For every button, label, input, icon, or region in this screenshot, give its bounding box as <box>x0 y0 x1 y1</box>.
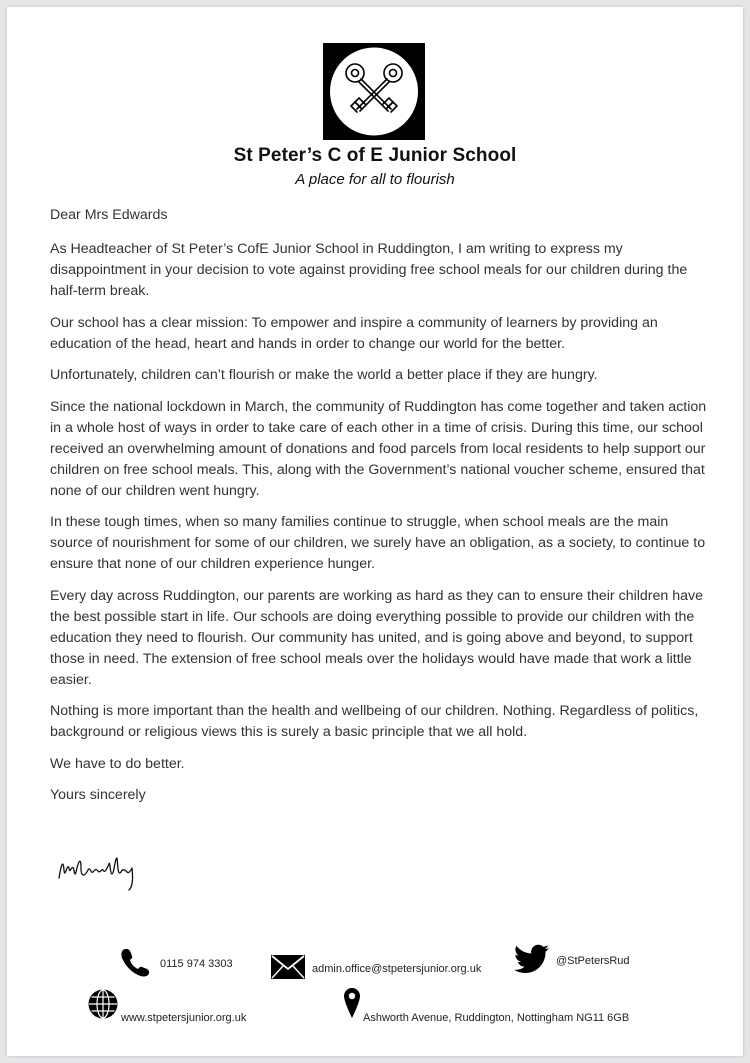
globe-icon <box>87 988 119 1023</box>
contact-address[interactable] <box>343 987 629 1022</box>
contact-twitter[interactable] <box>514 944 630 977</box>
closing: Yours sincerely <box>50 787 146 803</box>
paragraph: We have to do better. <box>50 755 185 772</box>
school-motto: A place for all to flourish <box>295 171 455 188</box>
contact-phone[interactable] <box>120 947 233 980</box>
paragraph: Nothing is more important than the health and wellbeing of our children. Nothing. Regardless of politics, background or religious views this is surely a basic principle that we all hold. <box>50 703 699 740</box>
contact-website[interactable] <box>87 988 246 1023</box>
school-name: St Peter’s C of E Junior School <box>233 145 517 166</box>
letter-body <box>50 205 710 817</box>
envelope-icon <box>270 954 306 983</box>
paragraph: In these tough times, when so many families continue to struggle, when school meals are the main source of nourishment for some of our children, we surely have an obligation, as a society, to continue to ensure that none of our children experience hunger. <box>50 514 706 572</box>
paragraph: Unfortunately, children can’t flourish or make the world a better place if they are hungry. <box>50 367 598 383</box>
phone-number: 0115 974 3303 <box>160 957 233 970</box>
map-pin-icon <box>343 987 361 1022</box>
paragraph: Every day across Ruddington, our parents are working as hard as they can to ensure their children have the best possible start in life. Our schools are doing everything possible to provide our children with the education they need to flourish. Our community has united, and is going above and beyond, to support those in need. The extension of free school meals over the holidays would have made that work a little easier. <box>50 587 703 688</box>
signature <box>55 848 155 899</box>
paragraph: Our school has a clear mission: To empower and inspire a community of learners by providing an education of the head, heart and hands in order to change our world for the better. <box>50 314 658 352</box>
website-url: www.stpetersjunior.org.uk <box>121 1011 247 1024</box>
email-address: admin.office@stpetersjunior.org.uk <box>312 962 482 975</box>
phone-icon <box>120 947 154 980</box>
twitter-handle: @StPetersRud <box>556 954 630 967</box>
twitter-bird-icon <box>514 944 550 977</box>
salutation: Dear Mrs Edwards <box>50 207 168 223</box>
paragraph: As Headteacher of St Peter’s CofE Junior School in Ruddington, I am writing to express my disappointment in your decision to vote against providing free school meals for our children during the half-term break. <box>50 241 688 299</box>
school-logo <box>323 43 425 140</box>
contact-email[interactable] <box>270 954 481 983</box>
paragraph: Since the national lockdown in March, the community of Ruddington has come together and taken action in a whole host of ways in order to take care of each other in a time of crisis. During this time, our school received an overwhelming amount of donations and food parcels from local residents to help support our children on free school meals. This, along with the Government’s national voucher scheme, ensured that none of our children went hungry. <box>50 398 707 499</box>
crossed-keys-logo-icon <box>323 43 425 140</box>
postal-address: Ashworth Avenue, Ruddington, Nottingham NG11 6GB <box>363 1011 630 1024</box>
